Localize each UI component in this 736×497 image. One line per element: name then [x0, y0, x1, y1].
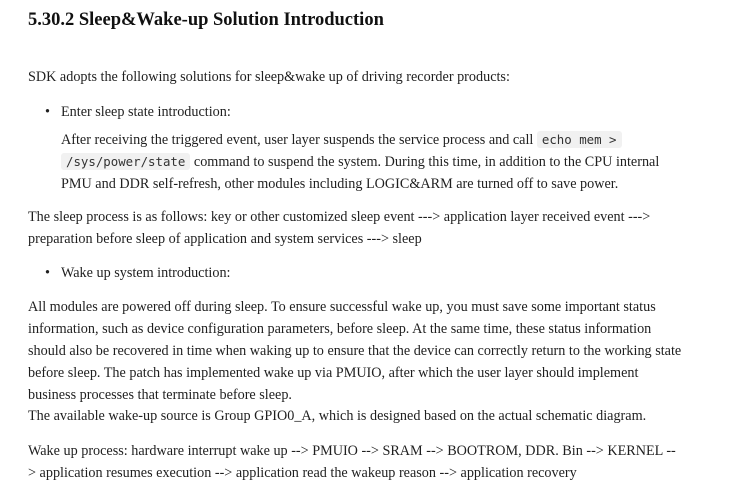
sleep-desc-text: After receiving the triggered event, user layer suspends the service process and call [61, 132, 534, 148]
sleep-description [61, 129, 681, 195]
section-heading: 5.30.2 Sleep&Wake-up Solution Introduction [28, 10, 384, 30]
bullet-label: Wake up system introduction: [61, 265, 231, 281]
wake-paragraph: All modules are powered off during sleep. To ensure successful wake up, you must save some important status information, such as device configuration parameters, before sleep. At the same time, these status information should also be recovered in time when waking up to ensure that the device can correctly return to the working state before sleep. The patch has implemented wake up via PMUIO, after which the user layer should implement business processes that terminate before sleep. [28, 299, 682, 403]
bullet-dot-icon: • [45, 265, 50, 281]
bullet-label: Enter sleep state introduction: [61, 104, 231, 120]
inline-code: /sys/power/state [61, 153, 190, 170]
wake-source-paragraph: The available wake-up source is Group GPIO0_A, which is designed based on the actual schematic diagram. [28, 408, 647, 424]
sleep-desc-text: PMU and DDR self-refresh, other modules including LOGIC&ARM are turned off to save power. [61, 176, 619, 192]
bullet-item-sleep [45, 101, 231, 123]
intro-paragraph: SDK adopts the following solutions for sleep&wake up of driving recorder products: [28, 69, 510, 85]
wake-process-paragraph: Wake up process: hardware interrupt wake up --> PMUIO --> SRAM --> BOOTROM, DDR. Bin --> KERNEL --> application resumes execution --> application read the wakeup reason --> application recovery [28, 443, 676, 481]
sleep-process-paragraph: The sleep process is as follows: key or other customized sleep event ---> application layer received event ---> preparation before sleep of application and system services ---> sleep [28, 209, 651, 247]
bullet-item-wake [45, 262, 230, 284]
sleep-desc-text: command to suspend the system. During this time, in addition to the CPU internal [193, 154, 660, 170]
bullet-dot-icon: • [45, 104, 50, 120]
inline-code: echo mem > [537, 131, 622, 148]
